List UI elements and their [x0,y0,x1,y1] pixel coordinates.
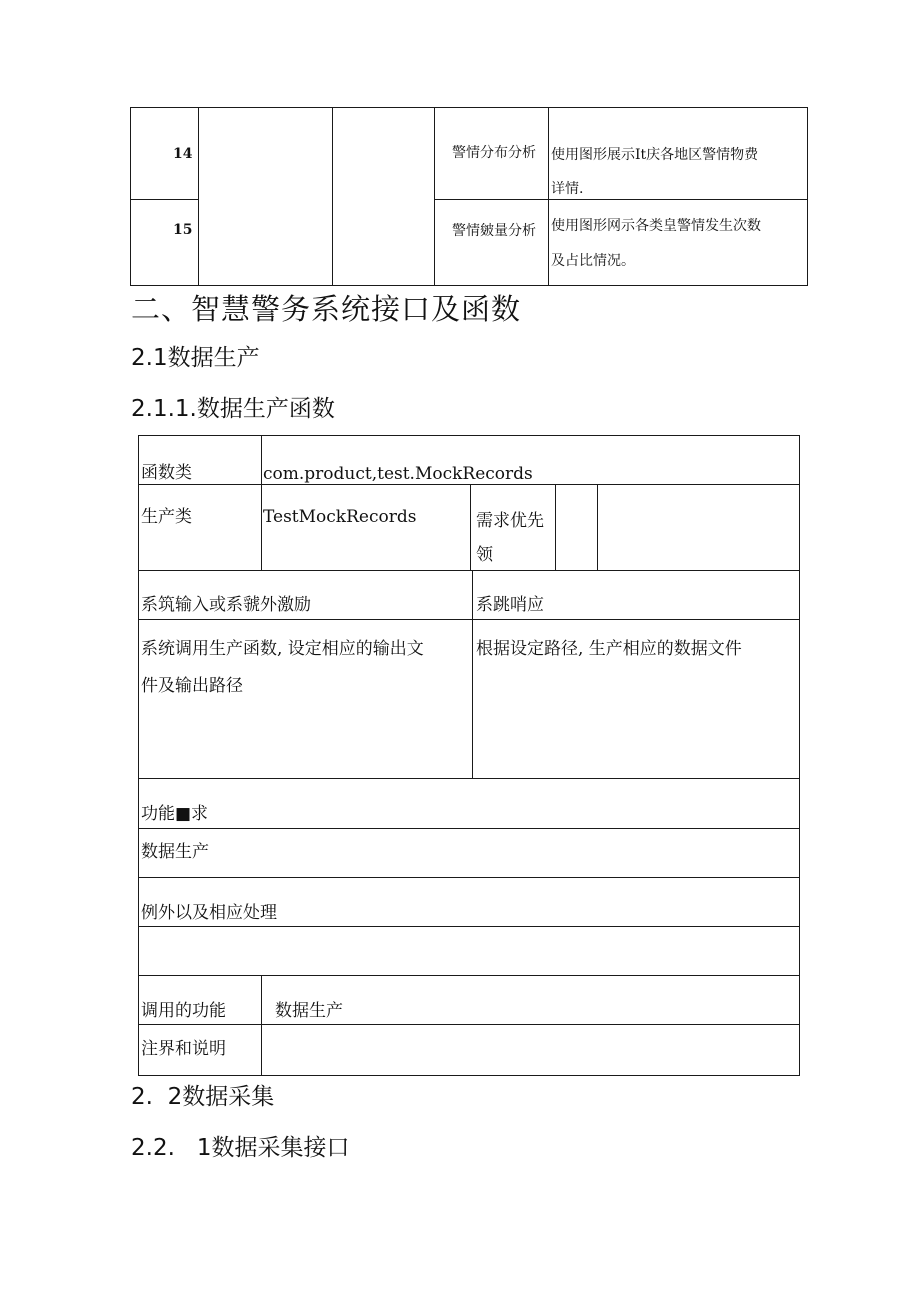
top-table-col-line [434,107,435,286]
notes-label: 注界和说明 [141,1039,226,1059]
table-col-divider [261,975,262,1076]
exception-label: 例外以及相应处理 [141,903,277,923]
top-table-border-bottom [130,285,808,286]
table-row-divider [138,570,800,571]
func-class-value: com.product,test.MockRecords [263,464,533,484]
table-border-right [799,435,800,1076]
response-description: 根据设定路径, 生产相应的数据文件 [476,639,742,659]
called-func-value: 数据生产 [275,1001,343,1021]
row-index: 14 [173,146,193,162]
input-label: 系筑输入或系虢外激励 [141,595,311,615]
top-table-col-line [807,107,808,286]
prod-class-value: TestMockRecords [263,507,417,527]
func-req-label: 功能■求 [141,804,209,824]
func-req-value: 数据生产 [141,842,209,862]
table-col-divider [555,484,556,571]
subsection-heading: 2.1数据生产 [131,345,260,371]
subsubsection-heading: 2.1.1.数据生产函数 [131,396,335,422]
row-description: 及占比情况。 [551,253,635,269]
table-row-divider [138,877,800,878]
subsubsection-heading: 2.2. 1数据采集接口 [131,1135,350,1161]
row-name: 警情分布分析 [452,145,536,161]
table-row-divider [138,926,800,927]
row-description: 使用图形展示It庆各地区警情物费 [551,147,759,163]
response-label: 系跳哨应 [476,595,544,615]
called-func-label: 调用的功能 [141,1001,226,1021]
table-row-divider [138,619,800,620]
table-border-top [138,435,800,436]
prod-class-label: 生产类 [141,507,192,527]
input-description: 系统调用生产函数, 设定相应的输出文 [141,639,424,659]
table-col-divider [470,484,471,571]
func-class-label: 函数类 [141,463,192,483]
table-row-divider [138,484,800,485]
table-border-bottom [138,1075,800,1076]
table-col-divider [261,435,262,571]
table-col-divider [597,484,598,571]
section-heading: 二、智慧警务系统接口及函数 [131,292,522,326]
input-description: 件及输出路径 [141,676,243,696]
subsection-heading: 2. 2数据采集 [131,1084,275,1110]
top-table-col-line [130,107,131,286]
row-description: 详情. [551,181,584,197]
row-description: 使用图形网示各类皇警情发生次数 [551,218,761,234]
table-row-divider [138,828,800,829]
table-row-divider [138,1024,800,1025]
table-col-divider [472,570,473,779]
top-table-col-line [332,107,333,286]
row-index: 15 [173,222,193,238]
table-row-divider [138,975,800,976]
top-table-col-line [548,107,549,286]
table-row-divider [138,778,800,779]
row-name: 警情皴量分析 [452,223,536,239]
priority-label: 领 [476,545,493,565]
top-table-row-divider [130,199,198,200]
table-border-left [138,435,139,1076]
priority-label: 需求优先 [476,511,544,531]
top-table-col-line [198,107,199,286]
top-table-border-top [130,107,808,108]
top-table-row-divider [434,199,808,200]
